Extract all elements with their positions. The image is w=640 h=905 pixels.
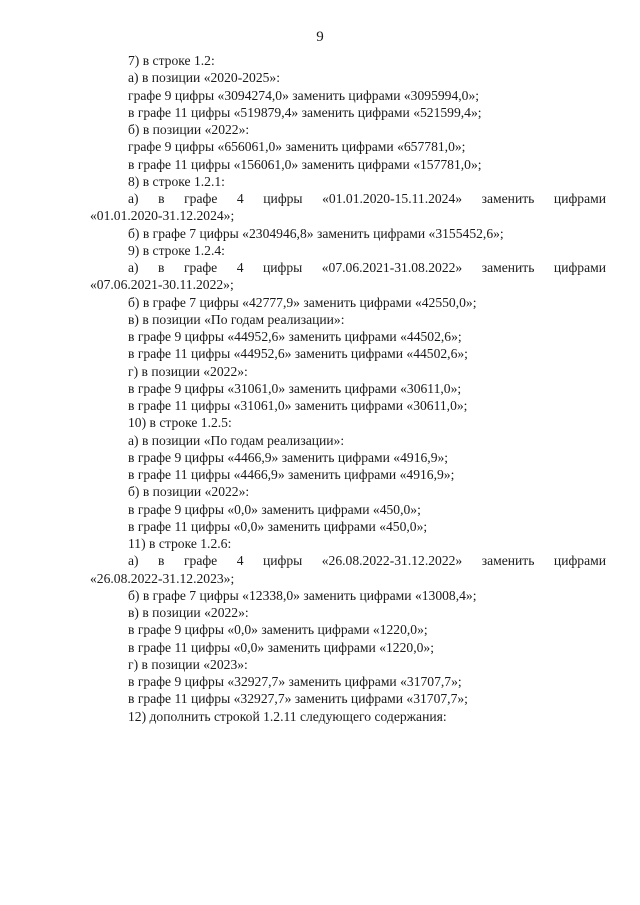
text-line: б) в графе 7 цифры «2304946,8» заменить цифрами «3155452,6»; (128, 225, 504, 241)
text-line: 9) в строке 1.2.4: (128, 242, 225, 258)
document-body (90, 52, 606, 725)
text-line: в графе 11 цифры «31061,0» заменить цифрами «30611,0»; (128, 398, 468, 413)
text-line: а) в позиции «По годам реализации»: (128, 432, 345, 448)
text-line: «26.08.2022-31.12.2023»; (90, 570, 235, 586)
text-line: в графе 9 цифры «31061,0» заменить цифрами «30611,0»; (128, 380, 462, 396)
text-line: г) в позиции «2023»: (128, 656, 248, 672)
text-line: графе 9 цифры «656061,0» заменить цифрами «657781,0»; (128, 139, 466, 155)
text-line: а) в графе 4 цифры «01.01.2020-15.11.2024» заменить цифрами (128, 191, 606, 206)
text-line: в графе 11 цифры «4466,9» заменить цифрами «4916,9»; (128, 467, 455, 482)
text-line: в графе 9 цифры «0,0» заменить цифрами «1220,0»; (128, 622, 428, 638)
text-line: а) в позиции «2020-2025»: (128, 70, 280, 86)
text-line: а) в графе 4 цифры «26.08.2022-31.12.2022» заменить цифрами (128, 553, 606, 569)
text-line: б) в графе 7 цифры «42777,9» заменить цифрами «42550,0»; (128, 294, 477, 310)
text-line: 11) в строке 1.2.6: (128, 536, 232, 551)
text-line: 8) в строке 1.2.1: (128, 173, 225, 189)
text-line: в графе 9 цифры «4466,9» заменить цифрами «4916,9»; (128, 449, 449, 465)
text-line: б) в позиции «2022»: (128, 122, 250, 137)
text-line: «01.01.2020-31.12.2024»; (90, 208, 235, 224)
text-line: 12) дополнить строкой 1.2.11 следующего содержания: (128, 708, 447, 724)
text-line: в графе 11 цифры «0,0» заменить цифрами «450,0»; (128, 518, 428, 534)
text-line: в графе 9 цифры «32927,7» заменить цифрами «31707,7»; (128, 674, 462, 689)
text-line: б) в графе 7 цифры «12338,0» заменить цифрами «13008,4»; (128, 587, 477, 603)
text-line: б) в позиции «2022»: (128, 484, 250, 500)
text-line: «07.06.2021-30.11.2022»; (90, 277, 234, 293)
text-line: а) в графе 4 цифры «07.06.2021-31.08.2022» заменить цифрами (128, 260, 606, 275)
text-line: в графе 11 цифры «32927,7» заменить цифрами «31707,7»; (128, 691, 468, 707)
text-line: в графе 11 цифры «519879,4» заменить цифрами «521599,4»; (128, 104, 482, 120)
text-line: графе 9 цифры «3094274,0» заменить цифрами «3095994,0»; (128, 87, 480, 103)
text-line: в графе 11 цифры «156061,0» заменить цифрами «157781,0»; (128, 156, 482, 172)
text-line: в графе 9 цифры «0,0» заменить цифрами «450,0»; (128, 501, 421, 517)
text-line: г) в позиции «2022»: (128, 363, 248, 379)
text-line: в) в позиции «2022»: (128, 605, 249, 620)
text-line: 7) в строке 1.2: (128, 53, 215, 68)
page-number: 9 (316, 29, 324, 45)
text-line: в графе 11 цифры «0,0» заменить цифрами «1220,0»; (128, 639, 434, 655)
text-line: 10) в строке 1.2.5: (128, 415, 232, 431)
text-line: в) в позиции «По годам реализации»: (128, 311, 345, 327)
text-line: в графе 11 цифры «44952,6» заменить цифрами «44502,6»; (128, 346, 468, 362)
text-line: в графе 9 цифры «44952,6» заменить цифрами «44502,6»; (128, 329, 462, 344)
